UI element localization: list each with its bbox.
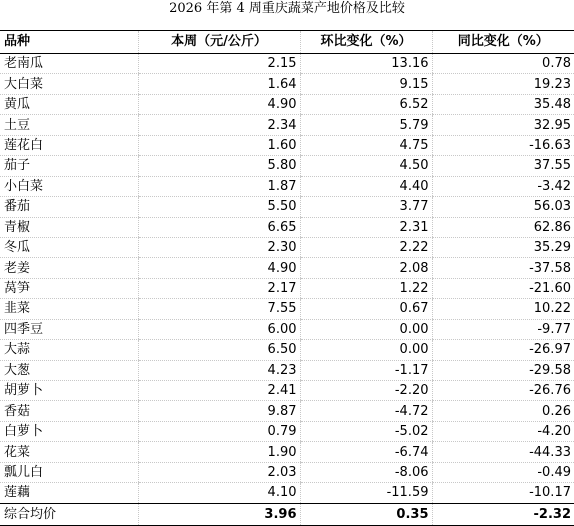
table-body <box>0 54 574 504</box>
cell-price: 1.87 <box>138 176 300 196</box>
cell-variety: 香菇 <box>0 401 138 421</box>
table-row <box>0 176 574 196</box>
cell-mom-change: 4.75 <box>300 135 432 155</box>
cell-yoy-change: -4.20 <box>432 421 574 441</box>
table-header <box>0 31 574 54</box>
cell-variety: 老姜 <box>0 258 138 278</box>
cell-variety: 胡萝卜 <box>0 381 138 401</box>
summary-price: 3.96 <box>138 503 300 525</box>
cell-yoy-change: 56.03 <box>432 197 574 217</box>
cell-variety: 青椒 <box>0 217 138 237</box>
cell-mom-change: 4.40 <box>300 176 432 196</box>
header-price: 本周（元/公斤） <box>138 31 300 54</box>
cell-mom-change: -1.17 <box>300 360 432 380</box>
cell-yoy-change: 37.55 <box>432 156 574 176</box>
cell-mom-change: 4.50 <box>300 156 432 176</box>
cell-mom-change: 13.16 <box>300 54 432 74</box>
cell-price: 2.03 <box>138 462 300 482</box>
cell-variety: 四季豆 <box>0 319 138 339</box>
cell-price: 1.60 <box>138 135 300 155</box>
cell-mom-change: -11.59 <box>300 483 432 503</box>
cell-variety: 韭菜 <box>0 299 138 319</box>
table-row <box>0 197 574 217</box>
cell-mom-change: 5.79 <box>300 115 432 135</box>
cell-mom-change: -6.74 <box>300 442 432 462</box>
cell-variety: 大葱 <box>0 360 138 380</box>
cell-price: 9.87 <box>138 401 300 421</box>
cell-price: 6.50 <box>138 340 300 360</box>
cell-yoy-change: -26.76 <box>432 381 574 401</box>
cell-price: 7.55 <box>138 299 300 319</box>
cell-variety: 大蒜 <box>0 340 138 360</box>
table-footer <box>0 503 574 525</box>
table-row <box>0 319 574 339</box>
cell-variety: 莴笋 <box>0 278 138 298</box>
table-row <box>0 237 574 257</box>
cell-yoy-change: -9.77 <box>432 319 574 339</box>
table-row <box>0 217 574 237</box>
cell-variety: 莲藕 <box>0 483 138 503</box>
header-variety: 品种 <box>0 31 138 54</box>
header-yoy-change: 同比变化（%） <box>432 31 574 54</box>
cell-price: 0.79 <box>138 421 300 441</box>
cell-yoy-change: -3.42 <box>432 176 574 196</box>
cell-mom-change: 0.00 <box>300 340 432 360</box>
cell-mom-change: 6.52 <box>300 94 432 114</box>
cell-variety: 茄子 <box>0 156 138 176</box>
cell-price: 4.10 <box>138 483 300 503</box>
cell-yoy-change: -44.33 <box>432 442 574 462</box>
cell-yoy-change: 0.26 <box>432 401 574 421</box>
table-row <box>0 381 574 401</box>
table-row <box>0 462 574 482</box>
cell-variety: 老南瓜 <box>0 54 138 74</box>
table-row <box>0 278 574 298</box>
cell-price: 5.50 <box>138 197 300 217</box>
table-row <box>0 340 574 360</box>
cell-price: 2.30 <box>138 237 300 257</box>
header-row <box>0 31 574 54</box>
table-row <box>0 299 574 319</box>
table-row <box>0 483 574 503</box>
cell-price: 6.65 <box>138 217 300 237</box>
table-row <box>0 421 574 441</box>
summary-yoy-change: -2.32 <box>432 503 574 525</box>
cell-yoy-change: -10.17 <box>432 483 574 503</box>
price-table <box>0 30 574 526</box>
cell-variety: 土豆 <box>0 115 138 135</box>
cell-variety: 大白菜 <box>0 74 138 94</box>
cell-yoy-change: -0.49 <box>432 462 574 482</box>
cell-variety: 花菜 <box>0 442 138 462</box>
cell-mom-change: -5.02 <box>300 421 432 441</box>
cell-yoy-change: -29.58 <box>432 360 574 380</box>
cell-mom-change: 9.15 <box>300 74 432 94</box>
cell-variety: 小白菜 <box>0 176 138 196</box>
cell-yoy-change: 32.95 <box>432 115 574 135</box>
cell-mom-change: -2.20 <box>300 381 432 401</box>
cell-mom-change: 2.31 <box>300 217 432 237</box>
table-row <box>0 442 574 462</box>
cell-mom-change: -8.06 <box>300 462 432 482</box>
cell-mom-change: 2.08 <box>300 258 432 278</box>
cell-price: 1.90 <box>138 442 300 462</box>
cell-yoy-change: -26.97 <box>432 340 574 360</box>
table-row <box>0 156 574 176</box>
cell-variety: 冬瓜 <box>0 237 138 257</box>
cell-price: 2.34 <box>138 115 300 135</box>
table-row <box>0 74 574 94</box>
cell-mom-change: 0.00 <box>300 319 432 339</box>
cell-price: 1.64 <box>138 74 300 94</box>
cell-price: 2.41 <box>138 381 300 401</box>
table-row <box>0 360 574 380</box>
header-mom-change: 环比变化（%） <box>300 31 432 54</box>
cell-price: 2.17 <box>138 278 300 298</box>
cell-mom-change: -4.72 <box>300 401 432 421</box>
cell-yoy-change: 10.22 <box>432 299 574 319</box>
summary-row <box>0 503 574 525</box>
page-title: 2026 年第 4 周重庆蔬菜产地价格及比较 <box>169 1 405 16</box>
cell-yoy-change: 0.78 <box>432 54 574 74</box>
summary-label: 综合均价 <box>0 503 138 525</box>
cell-mom-change: 1.22 <box>300 278 432 298</box>
cell-price: 4.23 <box>138 360 300 380</box>
cell-mom-change: 0.67 <box>300 299 432 319</box>
cell-price: 2.15 <box>138 54 300 74</box>
cell-price: 6.00 <box>138 319 300 339</box>
cell-variety: 莲花白 <box>0 135 138 155</box>
cell-price: 5.80 <box>138 156 300 176</box>
cell-yoy-change: -21.60 <box>432 278 574 298</box>
cell-yoy-change: 19.23 <box>432 74 574 94</box>
cell-yoy-change: 35.48 <box>432 94 574 114</box>
summary-mom-change: 0.35 <box>300 503 432 525</box>
cell-yoy-change: -37.58 <box>432 258 574 278</box>
cell-yoy-change: 35.29 <box>432 237 574 257</box>
cell-variety: 黄瓜 <box>0 94 138 114</box>
table-row <box>0 54 574 74</box>
table-row <box>0 401 574 421</box>
cell-price: 4.90 <box>138 258 300 278</box>
cell-price: 4.90 <box>138 94 300 114</box>
cell-variety: 番茄 <box>0 197 138 217</box>
cell-variety: 白萝卜 <box>0 421 138 441</box>
cell-mom-change: 2.22 <box>300 237 432 257</box>
table-row <box>0 258 574 278</box>
cell-variety: 瓢儿白 <box>0 462 138 482</box>
cell-yoy-change: 62.86 <box>432 217 574 237</box>
cell-mom-change: 3.77 <box>300 197 432 217</box>
table-row <box>0 115 574 135</box>
table-row <box>0 94 574 114</box>
cell-yoy-change: -16.63 <box>432 135 574 155</box>
table-row <box>0 135 574 155</box>
